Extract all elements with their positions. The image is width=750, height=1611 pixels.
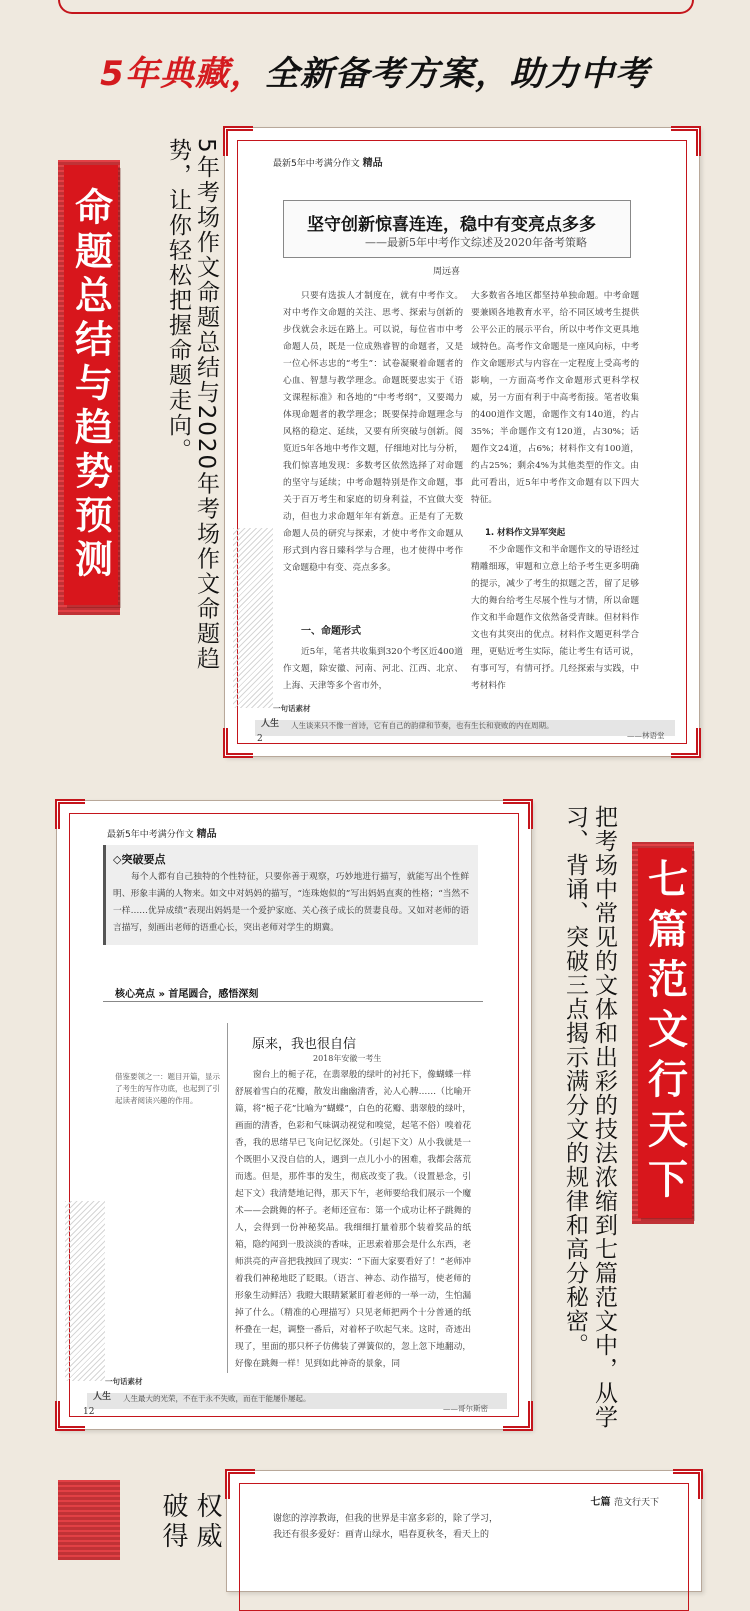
corner-ornament [503,799,533,829]
footer-quote: 人生最大的光荣，不在于永不失败，而在于能屡仆屡起。 [123,1394,311,1403]
footer-author: ——林语堂 [627,731,665,740]
section2-tag: 七篇范文行天下 [638,848,692,1218]
left-column-tail: 近5年，笔者共收集到320个考区近400道作文题，除安徽、河南、河北、江西、北京、上海、天津等多个省市外， [283,647,463,691]
divider [103,1001,483,1002]
text-line-1: 谢您的淳淳教诲，但我的世界是丰富多彩的，除了学习， [273,1514,499,1524]
page-number: 12 [83,1407,95,1417]
page-number: 2 [257,734,263,744]
section1-tag: 命题总结与趋势预测 [64,165,118,605]
side-note: 借鉴要领之一：题目开篇，显示了考生的写作功底，也起到了引起读者阅读兴趣的作用。 [115,1072,220,1105]
essay-title: 原来，我也很自信 [252,1037,357,1052]
essay-body: 窗台上的栀子花，在翡翠般的绿叶的衬托下，像蝴蝶一样舒展着雪白的花瓣，散发出幽幽清香，沁人心脾……（比喻开篇，将“栀子花”比喻为“蝴蝶”，白色的花瓣、翡翠般的绿叶，画面的清香，色彩和气味调动视觉和嗅觉，起笔不俗）嗅着花香，我的思绪早已飞向记忆深处。（引起下文）从小我就是一个既胆小又没自信的人，遇到一点儿小小的困难，我都会落荒而逃。但是，那件事的发生，彻底改变了我。（设置悬念，引起下文）我清楚地记得，那天下午，老师要给我们展示一个魔术——会跳舞的杯子。老师还宣布：第一个成功让杯子跳舞的人，会得到一份神秘奖品。我细细打量着那个装着奖品的纸箱，隐约闻到一股淡淡的香味，正思索着那会是什么东西，老师洪亮的声音把我拽回了现实：“下面大家要看好了！”老师冲着我们神秘地眨了眨眼。（语言、神态、动作描写，使老师的形象生动鲜活）我瞪大眼睛紧紧盯着老师的一举一动，生怕漏掉了什么。（精准的心理描写）只见老师把两个十分普通的纸杯叠在一起，调整一番后，对着杯子吹起气来。这时，奇迹出现了，里面的那只杯子仿佛装了弹簧似的，忽上忽下地翻动，好像在跳舞一样！见到如此神奇的景象，同 [235,1070,471,1369]
headline-part1: 5年典藏， [100,54,265,94]
corner-ornament [55,1401,85,1431]
footer-author: ——哥尔斯密 [443,1404,488,1413]
article-author: 周远喜 [433,267,461,277]
page-header: 最新5年中考满分作文 精品 [107,829,217,840]
vertical-divider [227,1023,228,1373]
corner-ornament [225,1469,255,1499]
section-heading: 一、命题形式 [301,626,361,637]
corner-ornament [223,126,253,156]
footer-label: 一句话素材 [273,704,311,713]
corner-ornament [55,799,85,829]
footer-side-label: 人生 [261,719,280,729]
decor-hatch [65,1201,105,1381]
corner-ornament [671,728,701,758]
brush-stroke-bg [58,1480,120,1560]
section1-desc: 5年考场作文命题总结与2020年考场作文命题趋势，让你轻松把握命题走向。 [165,138,219,672]
box-title: ◇突破要点 [113,853,166,866]
text-line-2: 我还有很多爱好：画青山绿水，唱春夏秋冬，看天上的 [273,1530,490,1540]
page-preview-1 [224,127,700,757]
decor-hatch [233,528,273,708]
footer-quote: 人生谈来只不像一首诗，它有自己的韵律和节奏，也有生长和衰败的内在周期。 [291,721,554,730]
left-column: 只要有选拔人才制度在，就有中考作文。对中考作文命题的关注、思考、探索与创新的步伐就会永远在路上。可以说，每位省市中考命题人员，既是一位成熟睿智的命题者，又是一位心怀志忠的“考生”：试卷凝聚着命题者的心血、智慧与教学理念。命题既要忠实于《语文课程标准》和各地的“中考考纲”，又要竭力体现命题者的教学理念；既要保持命题理念与风格的稳定、延续，又要有所突破与创新。阅览近5年各地中考作文题，仔细地对比与分析，我们惊喜地发现：多数考区依然选择了对命题的坚守与延续；中考命题特别是作文命题，事关于百万考生和家庭的切身利益，不宜做大变动，但也力求命题年年有新意。正是有了无数命题人员的研究与探索，才使中考作文命题从形式到内容日臻科学与合理，也才使得中考作文命题稳中有变、亮点多多。 [283,291,463,573]
page-preview-2 [56,800,532,1430]
corner-ornament [673,1469,703,1499]
right-column: 大多数省各地区都坚持单独命题。中考命题要兼顾各地教育水平，给不同区域考生提供公平公正的展示平台，所以中考作文更具地域特色。高考作文命题是一座风向标，中考作文命题形式与内容在一定程度上受高考的影响，一方面高考作文命题形式更科学权威，另一方面有利于中高考衔接。笔者收集的400道作文题，命题作文有140道，约占35%；半命题作文有120道，占30%；话题作文24道，占6%；材料作文有100道，约占25%；剩余4%为其他类型的作文。由此可看出，近5年中考作文命题有以下四大特征。 [471,291,639,505]
headline [0,46,750,95]
box-text: 每个人都有自己独特的个性特征，只要你善于观察，巧妙地进行描写，就能写出个性鲜明、形象丰满的人物来。如文中对妈妈的描写，“连珠炮似的”写出妈妈直爽的性格；“当然不一样……优异成绩”表现出妈妈是一个爱护家庭、关心孩子成长的贤妻良母。又如对老师的语言描写，刻画出老师的语重心长，突出老师对学生的期冀。 [113,872,469,933]
core-highlight: 核心亮点 » 首尾圆合，感悟深刻 [115,989,259,1000]
page-preview-3 [226,1470,702,1592]
page-header: 七篇 范文行天下 [590,1497,659,1508]
section2-desc: 把考场中常见的文体和出彩的技法浓缩到七篇范文中，从学习、背诵、突破三点揭示满分文的规律和高分秘密。 [562,805,617,1429]
article-title: 坚守创新惊喜连连，稳中有变亮点多多 [307,215,596,235]
right-column-tail: 不少命题作文和半命题作文的导语经过精雕细琢，审题和立意上给予考生更多明确的提示，减少了考生的拟题之苦，留了足够大的舞台给考生尽展个性与才情，所以命题作文和半命题作文依然备受青睐。但材料作文也有其突出的优点。材料作文题更科学合理，更贴近考生实际，能让考生有话可说，有事可写，有情可抒。几经探索与实践，中考材料作 [471,545,639,691]
subsection-heading: 1. 材料作文异军突起 [485,528,566,538]
corner-ornament [223,728,253,758]
section3-desc: 权威破得 [158,1492,222,1552]
corner-ornament [671,126,701,156]
corner-ornament [503,1401,533,1431]
footer-label: 一句话素材 [105,1377,143,1386]
article-subtitle: ——最新5年中考作文综述及2020年备考策略 [365,236,587,249]
footer-side-label: 人生 [93,1392,112,1402]
essay-source: 2018年安徽一考生 [313,1054,382,1063]
top-decor-frame [58,0,694,14]
page-header: 最新5年中考满分作文 精品 [273,158,383,169]
headline-part2: 全新备考方案，助力中考 [264,54,650,94]
